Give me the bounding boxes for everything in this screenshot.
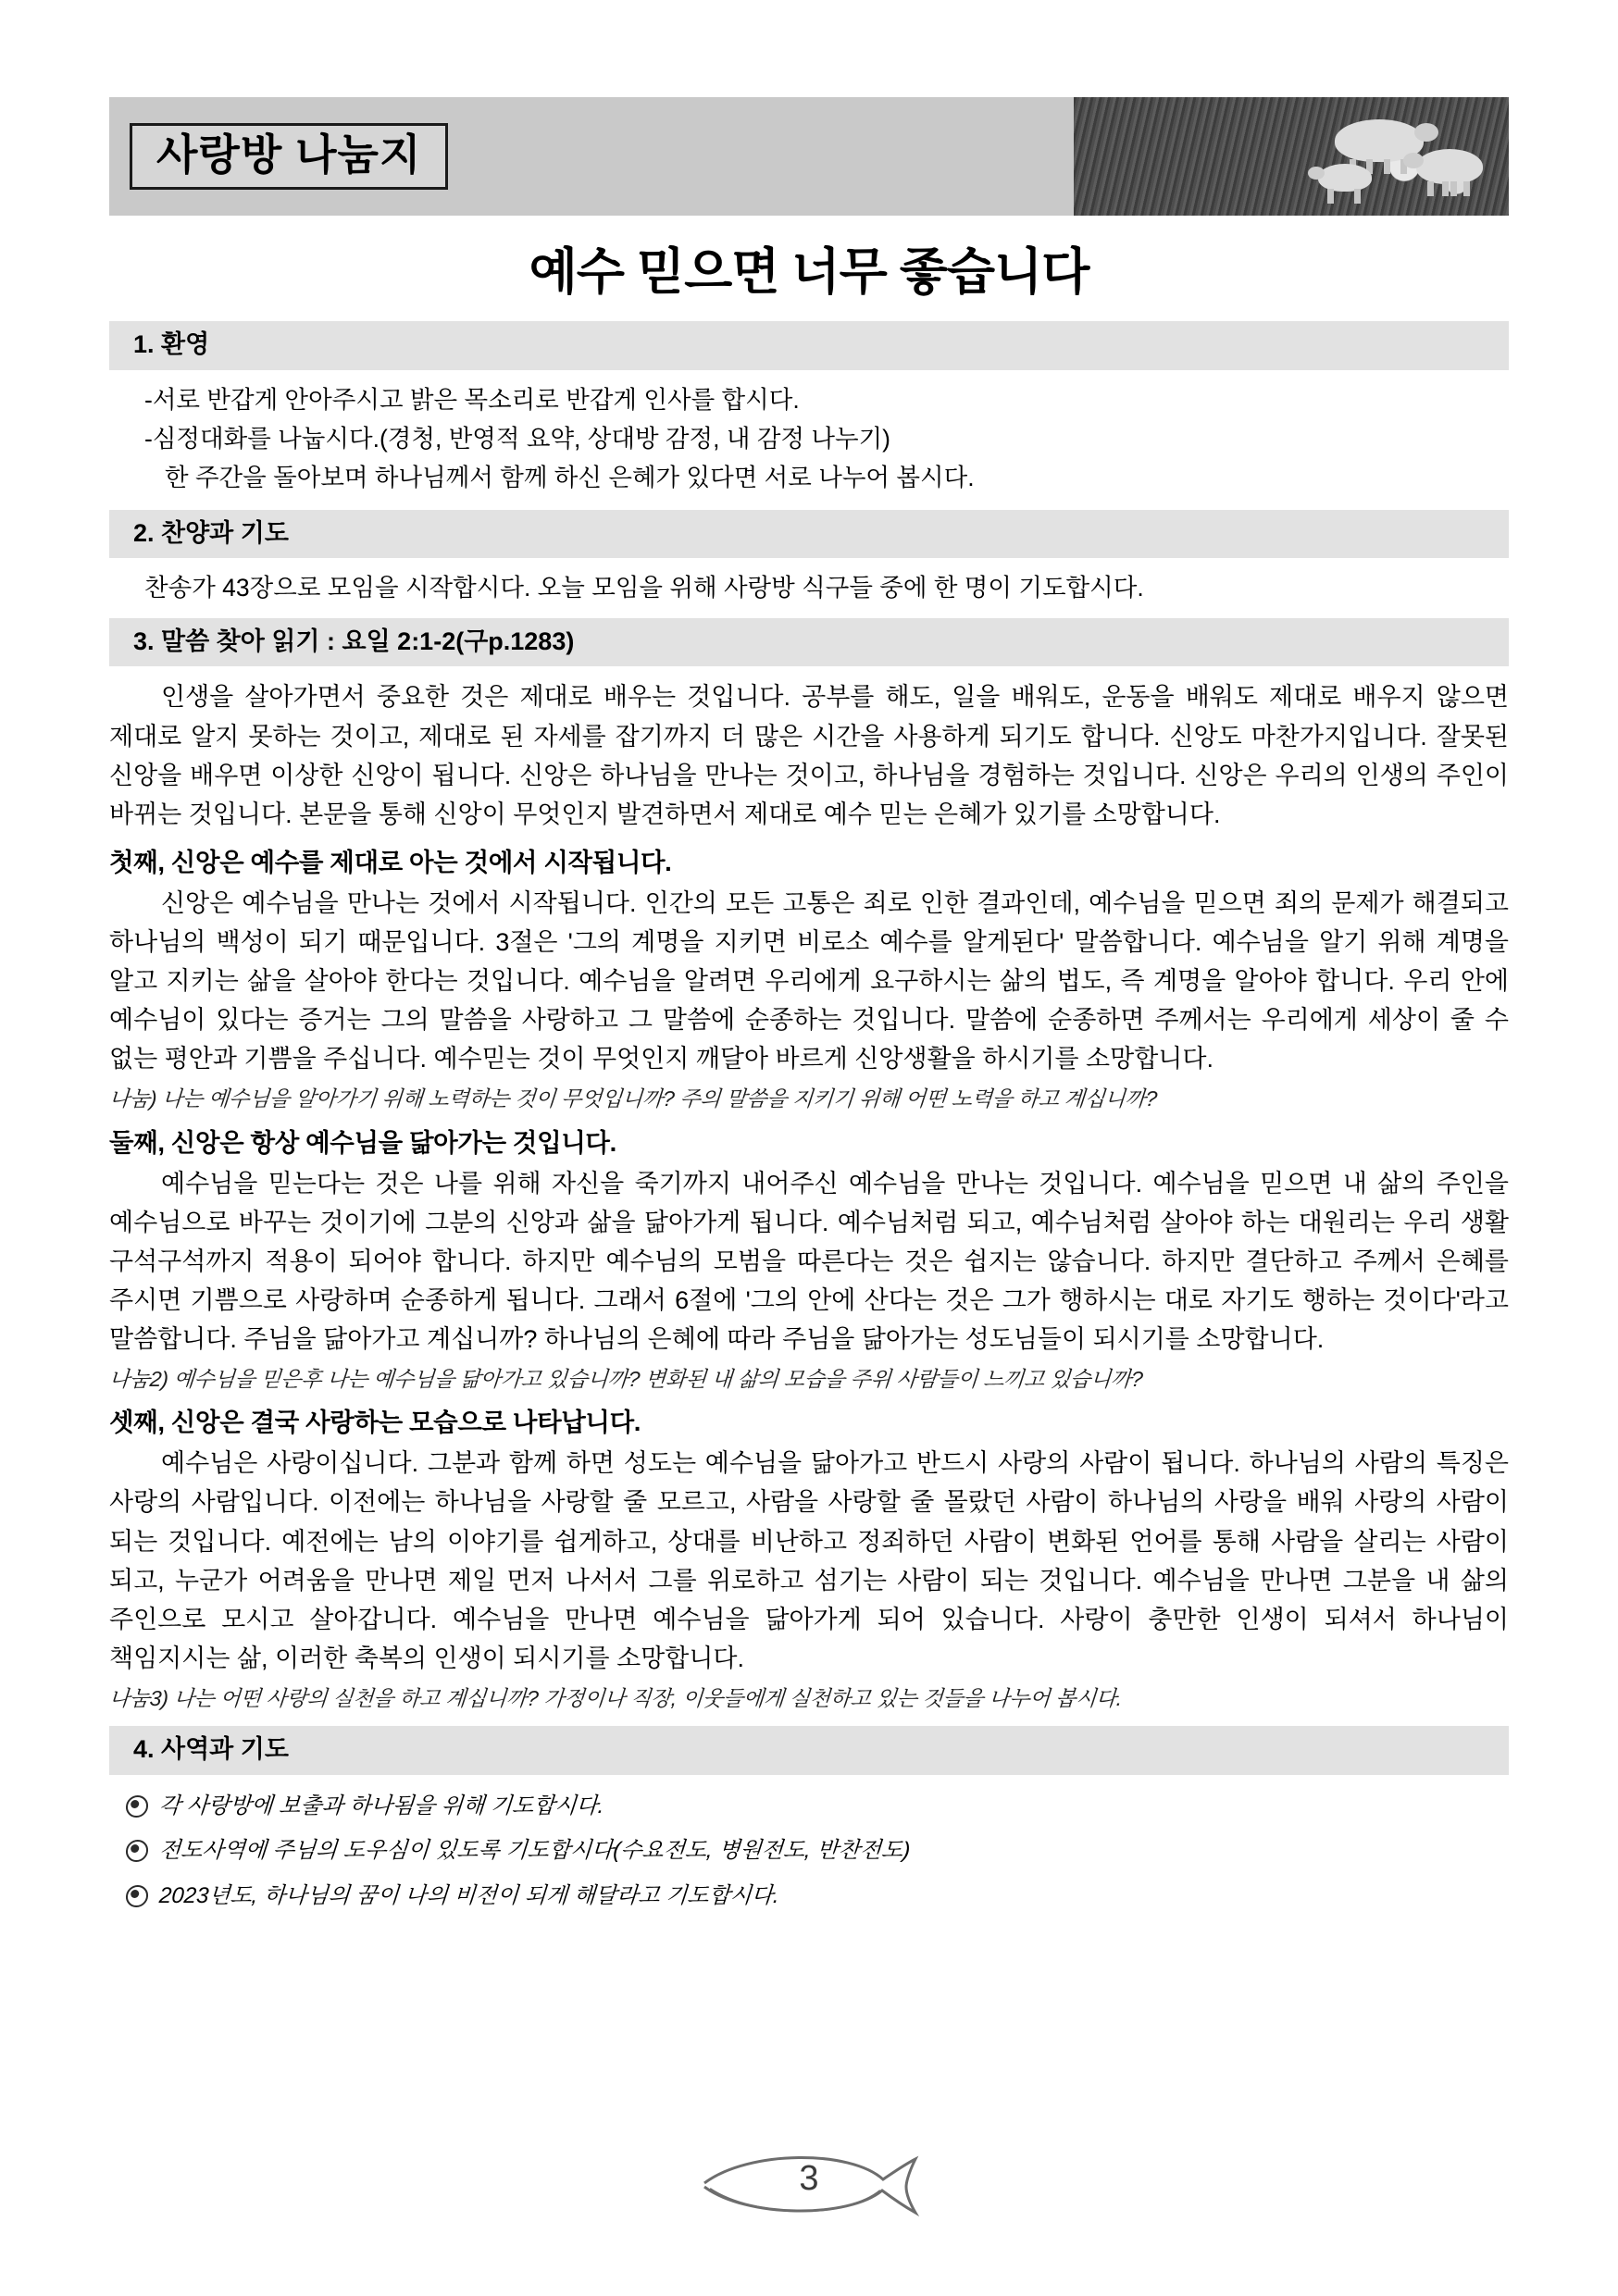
circle-bullet-icon (125, 1885, 149, 1907)
circle-bullet-icon (125, 1840, 149, 1862)
page-header (109, 97, 1509, 216)
section-body-welcome (109, 381, 1509, 497)
list-item (108, 1792, 1510, 1821)
discussion-note-third: 나눔3) 나는 어떤 사랑의 실천을 하고 계십니까? 가정이나 직장, 이웃들에게 실천하고 있는 것들을 나누어 봅시다. (108, 1685, 1124, 1710)
sheep-icon (1416, 149, 1483, 184)
list-item (108, 1836, 1510, 1866)
praise-line: 찬송가 43장으로 모임을 시작합시다. 오늘 모임을 위해 사랑방 식구들 중에 한 명이 기도합시다. (144, 574, 1144, 602)
discussion-note-first: 나눔) 나는 예수님을 알아가기 위해 노력하는 것이 무엇입니까? 주의 말씀을 지키기 위해 어떤 노력을 하고 계십니까? (108, 1086, 1158, 1111)
section-heading-scripture: 3. 말씀 찾아 읽기 : 요일 2:1-2(구p.1283) (109, 618, 1509, 667)
page-title: 예수 믿으면 너무 좋습니다 (529, 244, 1089, 300)
point-body-second: 예수님을 믿는다는 것은 나를 위해 자신을 죽기까지 내어주신 예수님을 만나는 것입니다. 예수님을 믿으면 내 삶의 주인을 예수님으로 바꾸는 것이기에 그분의 신앙과 삶을 닮아가게 됩니다. 예수님처럼 되고, 예수님처럼 살아야 하는 대원리는 우리 생활 구석구석까지 적용이 되어야 합니다. 하지만 예수님의 모범을 따른다는 것은 쉽지는 않습니다. 하지만 결단하고 주께서 은혜를 주시면 기쁨으로 사랑하며 순종하게 됩니다. 그래서 6절에 '그의 안에 산다는 것은 그가 행하시는 대로 자기도 행하는 것이다'라고 말씀합니다. 주님을 닮아가고 계십니까? 하나님의 은혜에 따라 주님을 닮아가는 성도님들이 되시기를 소망합니다. (109, 1169, 1509, 1354)
prayer-item-text: 2023년도, 하나님의 꿈이 나의 비전이 되게 해달라고 기도합시다. (158, 1882, 780, 1908)
circle-bullet-icon (125, 1795, 149, 1818)
section-heading-ministry-prayer: 4. 사역과 기도 (109, 1726, 1509, 1775)
scripture-intro-paragraph: 인생을 살아가면서 중요한 것은 제대로 배우는 것입니다. 공부를 해도, 일을 배워도, 운동을 배워도 제대로 배우지 않으면 제대로 알지 못하는 것이고, 제대로 된 자세를 잡기까지 더 많은 시간을 사용하게 되기도 합니다. 신앙도 마찬가지입니다. 잘못된 신앙을 배우면 이상한 신앙이 됩니다. 신앙은 하나님을 만나는 것이고, 하나님을 경험하는 것입니다. 신앙은 우리의 인생의 주인이 바뀌는 것입니다. 본문을 통해 신앙이 무엇인지 발견하면서 제대로 예수 믿는 은혜가 있기를 소망합니다. (109, 683, 1509, 828)
page-content (109, 97, 1509, 1926)
prayer-request-list (109, 1792, 1509, 1911)
welcome-line: -서로 반갑게 안아주시고 밝은 목소리로 반갑게 인사를 합시다. (144, 385, 800, 414)
page-footer (0, 2146, 1618, 2224)
sheep-icon (1318, 164, 1372, 192)
point-heading-third: 셋째, 신앙은 결국 사랑하는 모습으로 나타납니다. (109, 1408, 641, 1437)
prayer-item-text: 전도사역에 주님의 도우심이 있도록 기도합시다(수요전도, 병원전도, 반찬전도) (158, 1838, 912, 1864)
point-body-third: 예수님은 사랑이십니다. 그분과 함께 하면 성도는 예수님을 닮아가고 반드시 사랑의 사람이 됩니다. 하나님의 사람의 특징은 사랑의 사람입니다. 이전에는 하나님을 사랑할 줄 모르고, 사람을 사랑할 줄 몰랐던 사람이 하나님의 사랑을 배워 사랑의 사람이 되는 것입니다. 예전에는 남의 이야기를 쉽게하고, 상대를 비난하고 정죄하던 사람이 변화된 언어를 통해 사람을 살리는 사람이 되고, 누군가 어려움을 만나면 제일 먼저 나서서 그를 위로하고 섬기는 사람이 되는 것입니다. 예수님을 만나면 그분을 내 삶의 주인으로 모시고 살아갑니다. 예수님을 만나면 예수님을 닮아가게 되어 있습니다. 사랑이 충만한 인생이 되셔서 하나님이 책임지시는 삶, 이러한 축복의 인생이 되시기를 소망합니다. (109, 1449, 1509, 1672)
sheep-grazing-photo (1074, 97, 1509, 216)
fish-ornament (693, 2146, 925, 2224)
discussion-note-second: 나눔2) 예수님을 믿은후 나는 예수님을 닮아가고 있습니까? 변화된 내 삶의 모습을 주위 사람들이 느끼고 있습니까? (108, 1367, 1144, 1392)
welcome-line: 한 주간을 돌아보며 하나님께서 함께 하신 은혜가 있다면 서로 나누어 봅시다. (165, 464, 975, 492)
welcome-line: -심정대화를 나눕시다.(경청, 반영적 요약, 상대방 감정, 내 감정 나누기) (144, 425, 890, 453)
point-body-first: 신앙은 예수님을 만나는 것에서 시작됩니다. 인간의 모든 고통은 죄로 인한 결과인데, 예수님을 믿으면 죄의 문제가 해결되고 하나님의 백성이 되기 때문입니다. 3절은 '그의 계명을 지키면 비로소 예수를 알게된다' 말씀합니다. 예수님을 알기 위해 계명을 알고 지키는 삶을 살아야 한다는 것입니다. 예수님을 알려면 우리에게 요구하시는 삶의 법도, 즉 계명을 알아야 합니다. 우리 안에 예수님이 있다는 증거는 그의 말씀을 사랑하고 그 말씀에 순종하는 것입니다. 말씀에 순종하면 주께서는 우리에게 세상이 줄 수 없는 평안과 기쁨을 주십니다. 예수믿는 것이 무엇인지 깨달아 바르게 신앙생활을 하시기를 소망합니다. (109, 888, 1509, 1074)
section-heading-praise-prayer: 2. 찬양과 기도 (109, 510, 1509, 559)
header-badge (130, 123, 448, 191)
page-number: 3 (799, 2159, 819, 2198)
point-heading-second: 둘째, 신앙은 항상 예수님을 닮아가는 것입니다. (109, 1127, 616, 1157)
list-item (108, 1881, 1510, 1911)
point-heading-first: 첫째, 신앙은 예수를 제대로 아는 것에서 시작됩니다. (109, 847, 672, 876)
prayer-item-text: 각 사랑방에 보출과 하나됨을 위해 기도합시다. (158, 1793, 605, 1818)
header-badge-label: 사랑방 나눔지 (156, 130, 422, 179)
section-body-praise-prayer (109, 569, 1509, 606)
section-heading-welcome: 1. 환영 (109, 321, 1509, 370)
section-body-scripture (109, 677, 1509, 1713)
